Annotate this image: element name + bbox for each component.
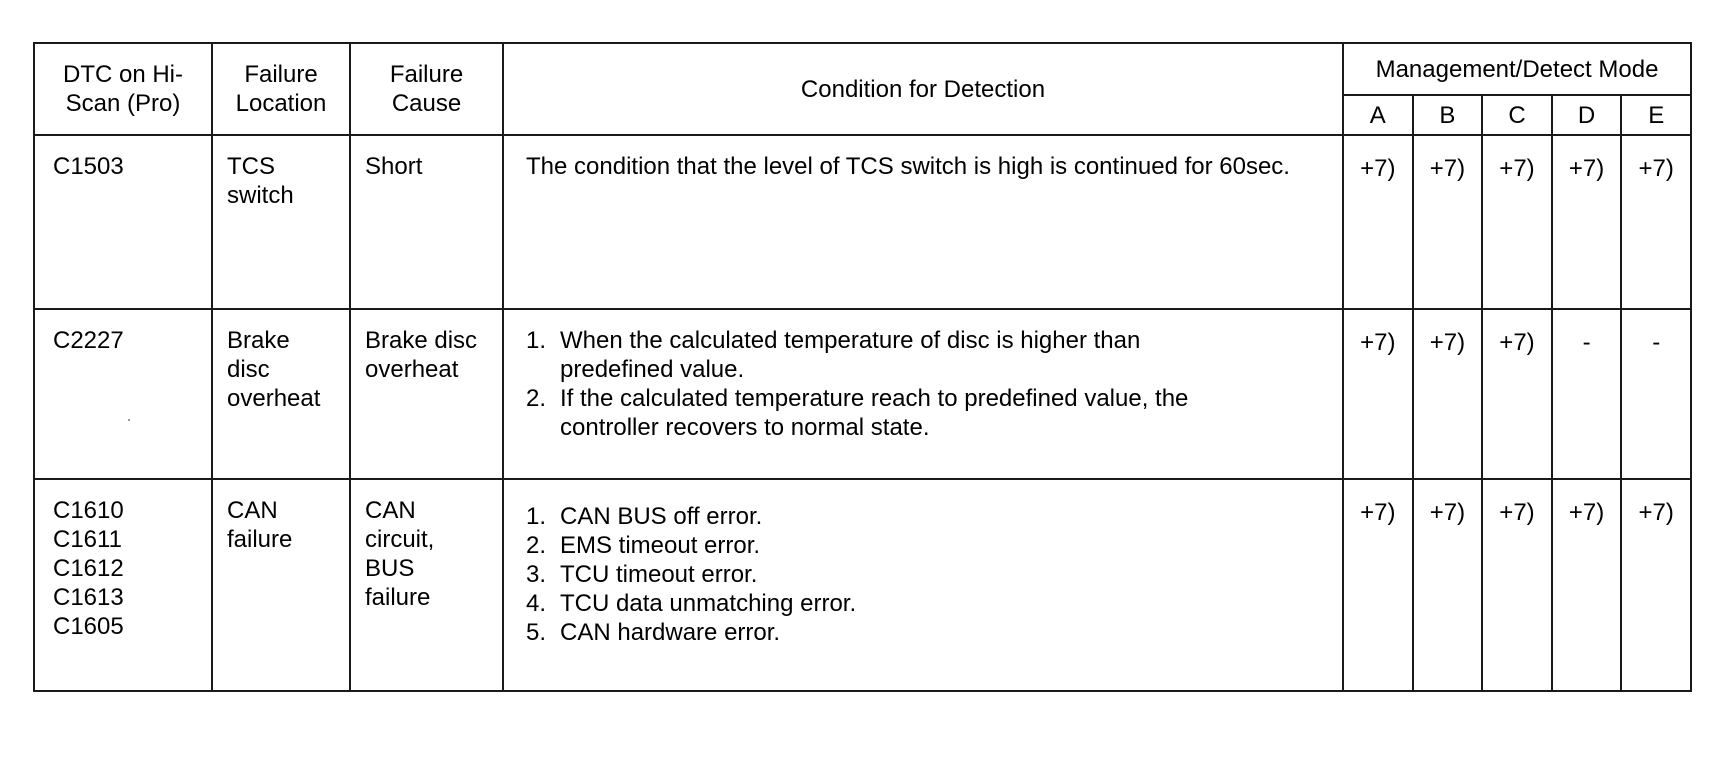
- mode-c-cell: [1482, 135, 1552, 309]
- failure-cause-cell: [350, 479, 503, 691]
- header-mode-c: C: [1482, 95, 1552, 135]
- condition-item: [526, 531, 1328, 560]
- mode-e-value: +7): [1638, 155, 1674, 182]
- condition-item-text: TCU timeout error.: [560, 561, 758, 588]
- table-row: [34, 479, 1691, 691]
- mode-e-value: -: [1652, 329, 1661, 356]
- mode-c-cell: [1482, 309, 1552, 479]
- condition-item-text: CAN hardware error.: [560, 619, 781, 646]
- condition-item: [526, 502, 1328, 531]
- header-management-detect-mode: Management/Detect Mode: [1343, 43, 1691, 95]
- mode-e-cell: [1621, 135, 1691, 309]
- condition-cell: [503, 135, 1343, 309]
- table-body: [34, 135, 1691, 691]
- mode-b-value: +7): [1429, 155, 1466, 182]
- condition-cell: [503, 479, 1343, 691]
- failure-location-cell: [212, 135, 350, 309]
- header-mode-e: E: [1621, 95, 1691, 135]
- header-dtc: DTC on Hi-Scan (Pro): [34, 43, 212, 135]
- mode-a-value: +7): [1360, 499, 1396, 526]
- condition-item-text: CAN BUS off error.: [560, 503, 763, 530]
- mode-c-value: +7): [1499, 155, 1535, 182]
- condition-number: 1.: [526, 503, 547, 530]
- table-row: [34, 135, 1691, 309]
- condition-item-text: If the calculated temperature reach to predefined value, the controller recovers to normal state.: [560, 385, 1189, 441]
- failure-cause: Brake disc overheat: [365, 327, 478, 383]
- table-header: [34, 43, 1691, 135]
- mode-b-cell: [1413, 479, 1483, 691]
- failure-cause: Short: [365, 153, 423, 180]
- mode-a-cell: [1343, 135, 1413, 309]
- failure-location: TCS switch: [227, 153, 294, 209]
- header-condition-for-detection: Condition for Detection: [503, 43, 1343, 135]
- header-mode-a: A: [1343, 95, 1413, 135]
- mode-d-value: +7): [1568, 499, 1605, 526]
- failure-location: CAN failure: [227, 497, 293, 553]
- mode-a-value: +7): [1360, 329, 1396, 356]
- header-mode-d: D: [1552, 95, 1622, 135]
- dtc-code: C1612: [53, 555, 124, 582]
- condition-number: 2.: [526, 385, 547, 412]
- condition-number: 1.: [526, 327, 547, 354]
- mode-d-cell: [1552, 479, 1622, 691]
- dtc-code: C1610: [53, 497, 124, 524]
- mode-b-value: +7): [1429, 499, 1466, 526]
- failure-location-cell: [212, 479, 350, 691]
- mode-e-cell: [1621, 479, 1691, 691]
- dtc-code: C1613: [53, 584, 124, 611]
- header-failure-cause: Failure Cause: [350, 43, 503, 135]
- mode-d-value: -: [1582, 329, 1591, 356]
- condition-list: [526, 326, 1282, 442]
- mode-d-cell: [1552, 135, 1622, 309]
- condition-number: 3.: [526, 561, 547, 588]
- mode-a-value: +7): [1360, 155, 1396, 182]
- mode-a-cell: [1343, 309, 1413, 479]
- mode-b-cell: [1413, 309, 1483, 479]
- table-row: [34, 309, 1691, 479]
- header-mode-b: B: [1413, 95, 1483, 135]
- mode-a-cell: [1343, 479, 1413, 691]
- condition-list: [526, 502, 1328, 647]
- scan-speck: [128, 419, 130, 421]
- condition-number: 5.: [526, 619, 547, 646]
- condition-item-text: When the calculated temperature of disc is higher than predefined value.: [560, 327, 1141, 383]
- mode-b-value: +7): [1429, 329, 1466, 356]
- condition-item: [526, 589, 1328, 618]
- mode-d-cell: [1552, 309, 1622, 479]
- dtc-code-cell: [34, 135, 212, 309]
- mode-b-cell: [1413, 135, 1483, 309]
- condition-number: 4.: [526, 590, 547, 617]
- failure-location-cell: [212, 309, 350, 479]
- condition-item-text: EMS timeout error.: [560, 532, 761, 559]
- header-failure-location: Failure Location: [212, 43, 350, 135]
- dtc-code: C1503: [53, 153, 124, 180]
- condition-text: The condition that the level of TCS switch is high is continued for 60sec.: [526, 153, 1290, 180]
- failure-cause-cell: [350, 309, 503, 479]
- dtc-table: [33, 42, 1692, 692]
- condition-item-text: TCU data unmatching error.: [560, 590, 857, 617]
- condition-item: [526, 618, 1328, 647]
- header-row: [34, 43, 1691, 95]
- failure-location: Brake disc overheat: [227, 327, 321, 412]
- mode-c-cell: [1482, 479, 1552, 691]
- mode-c-value: +7): [1499, 499, 1535, 526]
- dtc-code: C1611: [53, 526, 122, 553]
- failure-cause: CAN circuit, BUS failure: [365, 497, 435, 611]
- dtc-code: C1605: [53, 613, 124, 640]
- condition-number: 2.: [526, 532, 547, 559]
- mode-d-value: +7): [1568, 155, 1605, 182]
- condition-item: [526, 326, 1282, 384]
- condition-cell: [503, 309, 1343, 479]
- dtc-code-cell: [34, 309, 212, 479]
- mode-c-value: +7): [1499, 329, 1535, 356]
- failure-cause-cell: [350, 135, 503, 309]
- condition-item: [526, 384, 1282, 442]
- mode-e-value: +7): [1638, 499, 1674, 526]
- dtc-code-cell: [34, 479, 212, 691]
- condition-item: [526, 560, 1328, 589]
- dtc-code: C2227: [53, 327, 124, 354]
- mode-e-cell: [1621, 309, 1691, 479]
